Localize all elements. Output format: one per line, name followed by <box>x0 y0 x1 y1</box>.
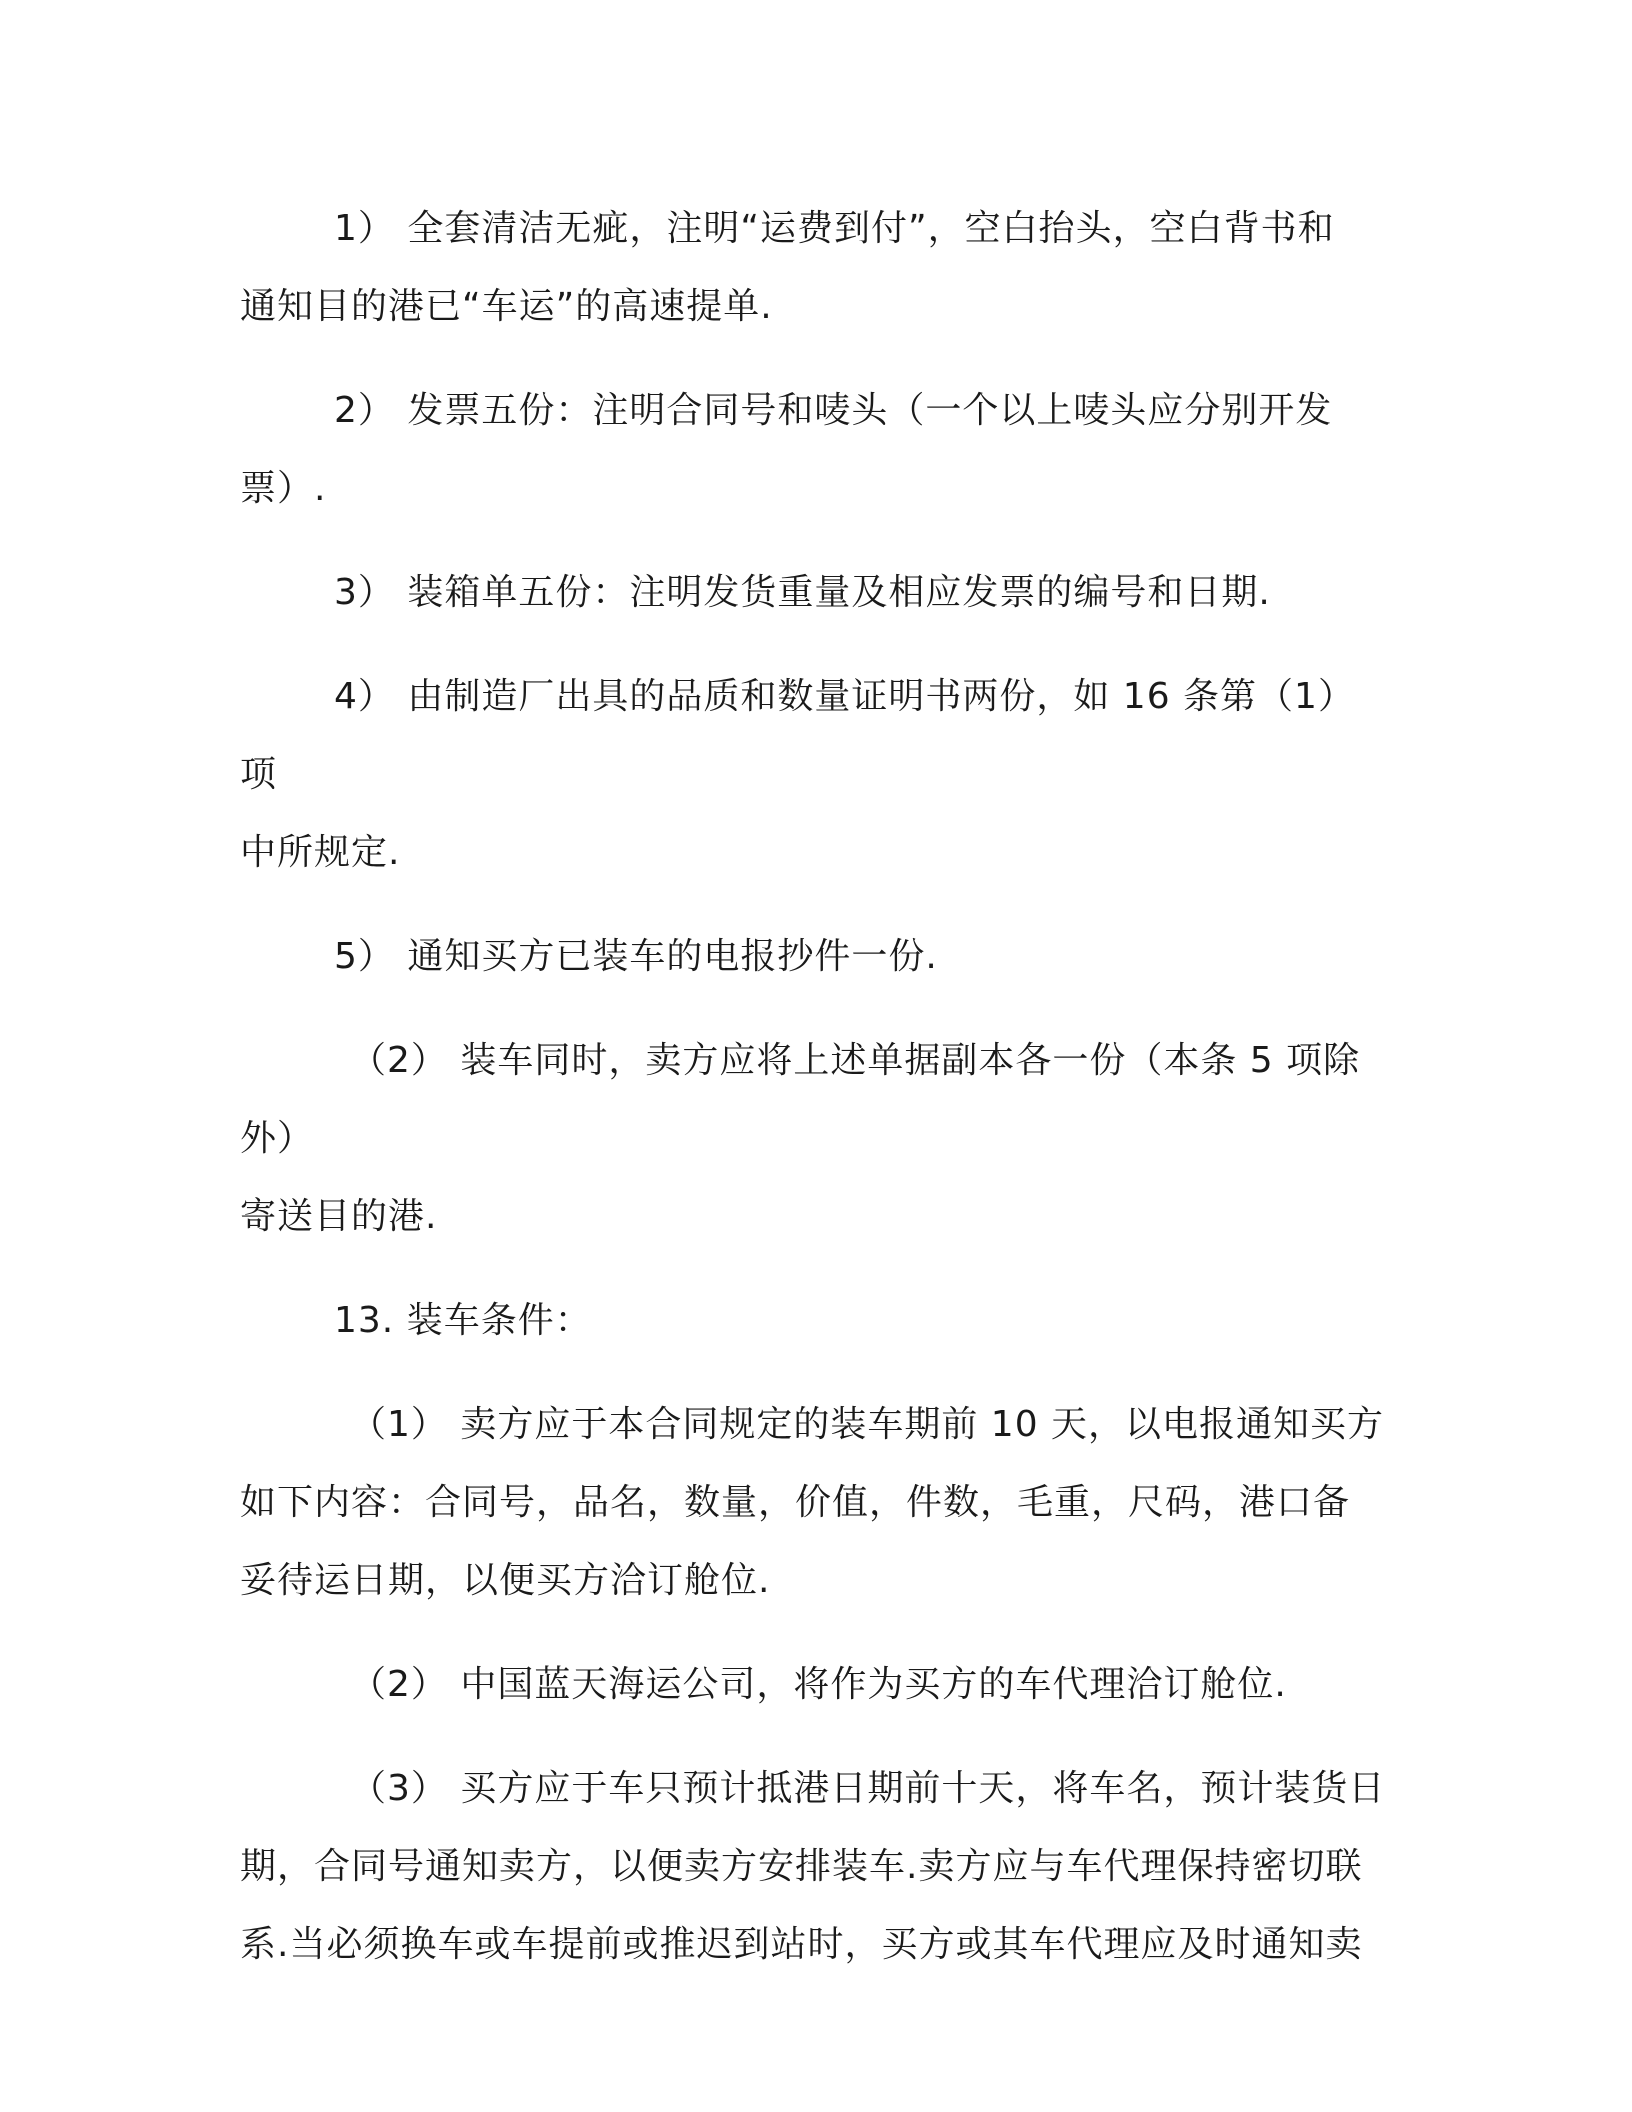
text-line: 3） 装箱单五份：注明发货重量及相应发票的编号和日期. <box>334 572 1271 613</box>
loading-condition-3 <box>240 1750 1390 1984</box>
text-line: 通知目的港已“车运”的高速提单. <box>240 286 773 327</box>
text-line: 如下内容：合同号，品名，数量，价值，件数，毛重，尺码，港口备 <box>240 1482 1351 1523</box>
loading-condition-2 <box>240 1646 1390 1724</box>
clause-item-4 <box>240 658 1390 892</box>
clause-item-1 <box>240 190 1390 346</box>
text-line: 4） 由制造厂出具的品质和数量证明书两份，如 16 条第（1）项 <box>240 676 1355 795</box>
text-line: 中所规定. <box>240 832 401 873</box>
clause-item-2 <box>240 372 1390 528</box>
section-heading-13 <box>240 1282 1390 1360</box>
document-body <box>240 190 1390 2010</box>
clause-subitem-2 <box>240 1022 1390 1256</box>
text-line: （1） 卖方应于本合同规定的装车期前 10 天，以电报通知买方 <box>350 1404 1385 1445</box>
text-line: 1） 全套清洁无疵，注明“运费到付”，空白抬头，空白背书和 <box>334 208 1335 249</box>
clause-item-5 <box>240 918 1390 996</box>
text-line: 系.当必须换车或车提前或推迟到站时，买方或其车代理应及时通知卖 <box>240 1924 1363 1965</box>
text-line: 2） 发票五份：注明合同号和唛头（一个以上唛头应分别开发 <box>334 390 1333 431</box>
text-line: （3） 买方应于车只预计抵港日期前十天，将车名，预计装货日 <box>350 1768 1386 1809</box>
text-line: 13. 装车条件： <box>334 1300 592 1341</box>
text-line: 期，合同号通知卖方，以便卖方安排装车.卖方应与车代理保持密切联 <box>240 1846 1363 1887</box>
text-line: 5） 通知买方已装车的电报抄件一份. <box>334 936 938 977</box>
text-line: （2） 中国蓝天海运公司，将作为买方的车代理洽订舱位. <box>350 1664 1287 1705</box>
loading-condition-1 <box>240 1386 1390 1620</box>
text-line: （2） 装车同时，卖方应将上述单据副本各一份（本条 5 项除外） <box>240 1040 1361 1159</box>
text-line: 妥待运日期，以便买方洽订舱位. <box>240 1560 771 1601</box>
text-line: 寄送目的港. <box>240 1196 438 1237</box>
text-line: 票）. <box>240 468 327 509</box>
clause-item-3 <box>240 554 1390 632</box>
